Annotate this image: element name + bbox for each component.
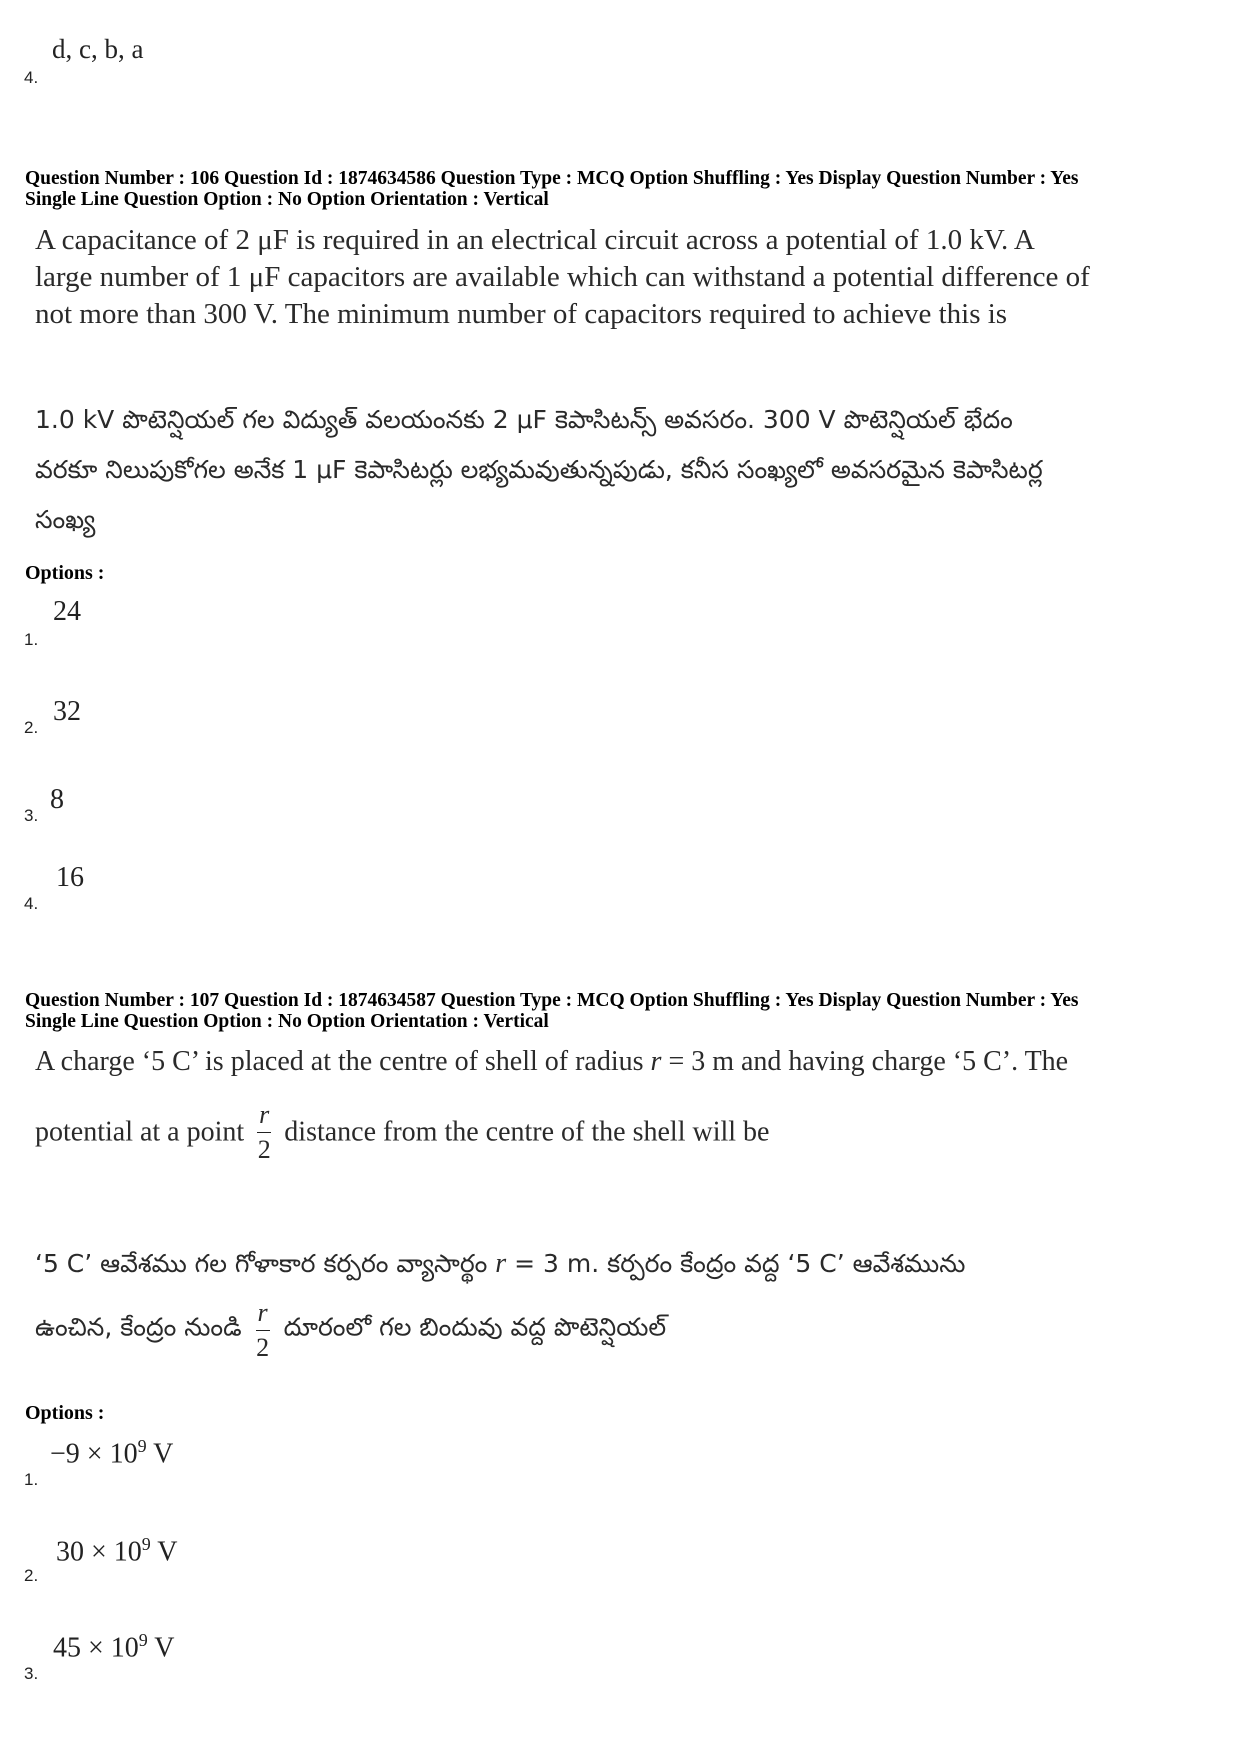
q106-english-line-2: large number of 1 μF capacitors are available which can withstand a potential difference of xyxy=(35,261,1090,293)
q107-option-1-text[interactable]: $-9 \times 10^9$ V xyxy=(50,1436,174,1470)
q107-option-2-text[interactable]: $30 \times 10^9$ V xyxy=(56,1534,178,1568)
telugu-r-over-2-fraction: $\frac{r}{2}$ xyxy=(256,1298,270,1362)
q106-meta-line-2: Single Line Question Option : No Option Orientation : Vertical xyxy=(25,189,549,210)
q107-meta-line-1: Question Number : 107 Question Id : 1874634587 Question Type : MCQ Option Shuffling : Yes Display Question Number : Yes xyxy=(25,990,1079,1011)
q106-option-3-number: 3. xyxy=(24,806,39,825)
q107-options-label: Options : xyxy=(25,1402,105,1424)
q107-meta-line-2: Single Line Question Option : No Option Orientation : Vertical xyxy=(25,1011,549,1032)
q106-options-label: Options : xyxy=(25,562,105,584)
q106-english-line-1: A capacitance of 2 μF is required in an electrical circuit across a potential of 1.0 kV. A xyxy=(35,224,1035,256)
q106-option-2-number: 2. xyxy=(24,718,39,737)
q107-english-line-2: potential at a point $\frac{r}{2}$ distance from the centre of the shell will be xyxy=(35,1100,770,1164)
q106-meta-line-1: Question Number : 106 Question Id : 1874634586 Question Type : MCQ Option Shuffling : Yes Display Question Number : Yes xyxy=(25,168,1079,189)
q107-english-line-1: A charge ‘5 C’ is placed at the centre of shell of radius r = 3 m and having charge ‘5 C’. The xyxy=(35,1046,1069,1077)
prev-option-4-text[interactable]: d, c, b, a xyxy=(52,34,144,64)
q106-option-1-number: 1. xyxy=(24,630,39,649)
q106-english-line-3: not more than 300 V. The minimum number of capacitors required to achieve this is xyxy=(35,298,1008,330)
q107-telugu-line-2: ఉంచిన, కేంద్రం నుండి $\frac{r}{2}$ దూరంలో గల బిందువు వద్ద పొటెన్షియల్ xyxy=(35,1298,667,1362)
q107-option-2-number: 2. xyxy=(24,1566,39,1585)
prev-option-4-number: 4. xyxy=(24,68,39,87)
q106-option-4-number: 4. xyxy=(24,894,39,913)
q107-option-3-text[interactable]: $45 \times 10^9$ V xyxy=(53,1630,175,1664)
q106-telugu-line-3: సంఖ్య xyxy=(35,505,96,534)
q106-telugu-line-2: వరకూ నిలుపుకోగల అనేక 1 μF కెపాసిటర్లు లభ్యమవుతున్నపుడు, కనీస సంఖ్యలో అవసరమైన కెపాసిటర్ల xyxy=(35,455,1043,484)
q107-option-1-number: 1. xyxy=(24,1470,39,1489)
q107-telugu-line-1: ‘5 C’ ఆవేశము గల గోళాకార కర్పరం వ్యాసార్థం r = 3 m. కర్పరం కేంద్రం వద్ద ‘5 C’ ఆవేశమును xyxy=(35,1248,966,1279)
q106-telugu-line-1: 1.0 kV పొటెన్షియల్ గల విద్యుత్ వలయంనకు 2 μF కెపాసిటన్స్ అవసరం. 300 V పొటెన్షియల్ భేదం xyxy=(35,405,1013,434)
q107-option-3-number: 3. xyxy=(24,1664,39,1683)
q106-option-1-text[interactable]: 24 xyxy=(53,596,81,627)
q106-option-3-text[interactable]: 8 xyxy=(50,784,64,815)
q106-option-2-text[interactable]: 32 xyxy=(53,696,81,727)
r-over-2-fraction: $\frac{r}{2}$ xyxy=(257,1100,271,1164)
q106-option-4-text[interactable]: 16 xyxy=(56,862,84,893)
